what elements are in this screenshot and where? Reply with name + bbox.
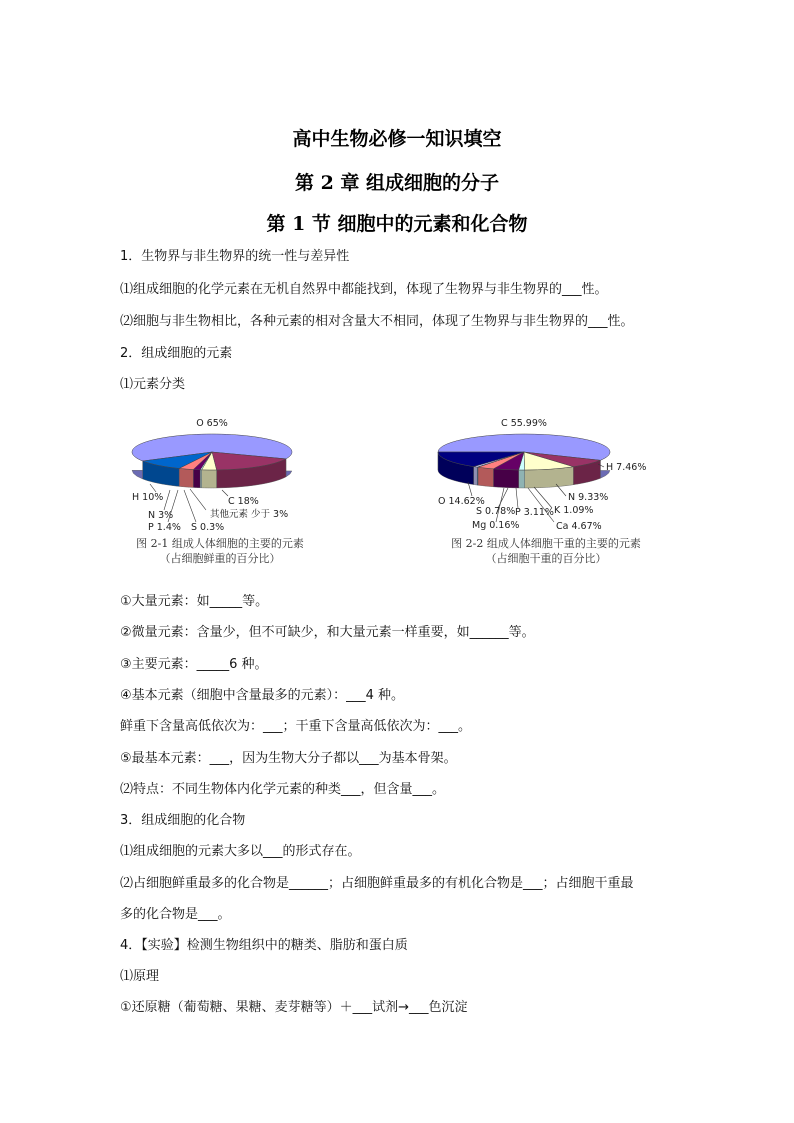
pie-slice-side <box>200 470 201 488</box>
paragraph: ①还原糖（葡萄糖、果糖、麦芽糖等）＋___试剂→___色沉淀 <box>120 1000 468 1015</box>
paragraph: ⑴组成细胞的元素大多以___的形式存在。 <box>120 844 361 859</box>
paragraph: ⑴原理 <box>120 969 160 984</box>
leader-line <box>516 488 518 508</box>
slice-label: Ca 4.67% <box>556 521 602 532</box>
slice-label: C 18% <box>228 496 259 507</box>
paragraph: ④基本元素（细胞中含量最多的元素）：___4 种。 <box>120 688 405 703</box>
slice-label: O 14.62% <box>438 496 485 507</box>
chapter-title: 第 2 章 组成细胞的分子 <box>294 172 500 194</box>
leader-line <box>164 490 170 510</box>
slice-label: H 10% <box>132 492 164 503</box>
paragraph: ⑤最基本元素：___，因为生物大分子都以___为基本骨架。 <box>120 751 457 766</box>
heading-3: 3．组成细胞的化合物 <box>120 813 246 828</box>
slice-label: N 3% <box>148 510 174 521</box>
paragraph: ⑴元素分类 <box>120 377 186 392</box>
heading-2: 2．组成细胞的元素 <box>120 346 233 361</box>
paragraph: ③主要元素：_____6 种。 <box>120 657 268 672</box>
pie-chart-fresh-weight-svg <box>120 412 320 542</box>
pie-slice-side <box>193 470 200 488</box>
pie-chart-dry-weight-svg <box>428 412 648 542</box>
paragraph: ⑵细胞与非生物相比，各种元素的相对含量大不相同，体现了生物界与非生物界的___性。 <box>120 314 634 329</box>
pie-slice-side <box>478 467 493 487</box>
slice-label: S 0.78% <box>476 506 516 517</box>
paragraph: ②微量元素：含量少，但不可缺少，和大量元素一样重要，如______等。 <box>120 625 535 640</box>
figure-caption-2-line1: 图 2-2 组成人体细胞干重的主要的元素 <box>451 537 641 550</box>
pie-slice-side <box>179 468 193 487</box>
figure-caption-2-line2: （占细胞干重的百分比） <box>485 552 607 565</box>
paragraph: 鲜重下含量高低依次为：___；干重下含量高低依次为：___。 <box>120 719 472 734</box>
leader-line <box>190 489 206 510</box>
slice-label: S 0.3% <box>191 522 225 533</box>
slice-label: O 65% <box>196 418 228 429</box>
slice-label: K 1.09% <box>554 505 594 516</box>
slice-label: N 9.33% <box>568 492 609 503</box>
slice-label: P 1.4% <box>148 522 181 533</box>
paragraph: ①大量元素：如_____等。 <box>120 594 269 609</box>
figure-caption-1 <box>110 536 330 566</box>
figure-caption-2 <box>436 536 656 566</box>
slice-label: C 55.99% <box>501 418 547 429</box>
leader-line <box>534 487 552 508</box>
figure-caption-1-line1: 图 2-1 组成人体细胞的主要的元素 <box>136 537 304 550</box>
leader-line <box>150 484 156 492</box>
slice-label: Mg 0.16% <box>472 520 520 531</box>
paragraph: 多的化合物是___。 <box>120 907 231 922</box>
paragraph: ⑵占细胞鲜重最多的化合物是______；占细胞鲜重最多的有机化合物是___；占细胞干重最 <box>120 876 634 891</box>
pie-slice-side <box>493 469 518 488</box>
pie-chart-dry-weight <box>428 412 648 542</box>
slice-label: 其他元素 少于 3% <box>210 509 289 520</box>
heading-1: 1．生物界与非生物界的统一性与差异性 <box>120 249 350 264</box>
pie-slice-side <box>474 467 478 486</box>
section-title: 第 1 节 细胞中的元素和化合物 <box>266 213 528 235</box>
paragraph: ⑴组成细胞的化学元素在无机自然界中都能找到，体现了生物界与非生物界的___性。 <box>120 282 608 297</box>
pie-slice-side <box>519 470 525 488</box>
slice-label: H 7.46% <box>606 462 647 473</box>
slice-label: P 3.11% <box>515 507 554 518</box>
document-title: 高中生物必修一知识填空 <box>292 128 502 150</box>
figure-caption-1-line2: （占细胞鲜重的百分比） <box>159 552 281 565</box>
paragraph: ⑵特点：不同生物体内化学元素的种类___，但含量___。 <box>120 782 446 797</box>
pie-chart-fresh-weight <box>120 412 320 542</box>
pie-slice-side <box>202 470 217 488</box>
heading-4: 4．【实验】检测生物组织中的糖类、脂肪和蛋白质 <box>120 938 408 953</box>
